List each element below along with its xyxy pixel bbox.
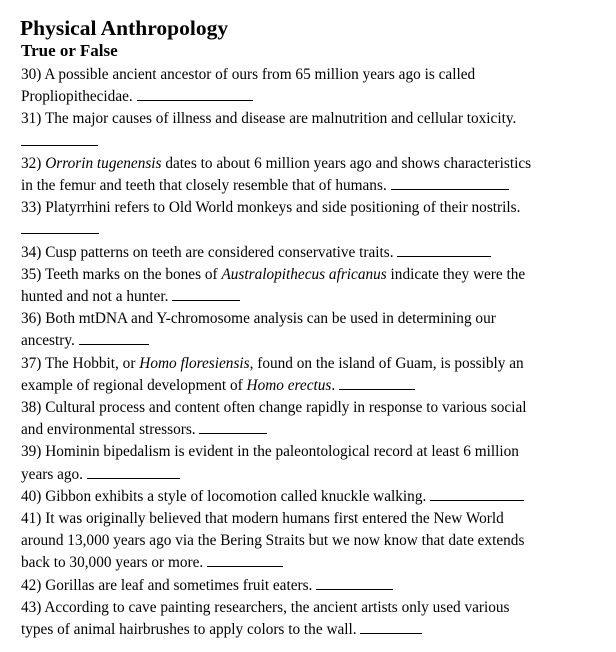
question-text: 33) Platyrrhini refers to Old World monkeys and side positioning of their nostrils. bbox=[21, 199, 521, 217]
question-line bbox=[21, 619, 611, 641]
question-line bbox=[21, 575, 611, 597]
question-text: types of animal hairbrushes to apply colors to the wall. bbox=[21, 621, 361, 639]
question-line bbox=[21, 353, 611, 375]
question-text: 35) Teeth marks on the bones of bbox=[21, 265, 222, 283]
answer-blank[interactable] bbox=[391, 175, 509, 190]
question-line bbox=[21, 86, 611, 108]
question-text: . bbox=[331, 376, 340, 394]
question-text: dates to about 6 million years ago and shows characteristics bbox=[161, 154, 532, 172]
question-33 bbox=[21, 197, 611, 241]
question-text: 40) Gibbon exhibits a style of locomotion called knuckle walking. bbox=[21, 487, 431, 505]
question-34 bbox=[21, 242, 611, 264]
question-text: , found on the island of Guam, is possibly an bbox=[249, 354, 524, 372]
question-37 bbox=[21, 353, 611, 397]
question-line bbox=[21, 397, 611, 419]
answer-blank[interactable] bbox=[172, 286, 240, 301]
question-text: 31) The major causes of illness and disease are malnutrition and cellular toxicity. bbox=[21, 110, 517, 128]
question-line bbox=[21, 530, 611, 552]
question-line bbox=[21, 330, 611, 352]
question-41 bbox=[21, 508, 611, 575]
species-name: Homo floresiensis bbox=[139, 354, 250, 372]
answer-blank[interactable] bbox=[430, 486, 524, 501]
question-line bbox=[21, 264, 611, 286]
species-name: Orrorin tugenensis bbox=[45, 154, 162, 172]
question-line bbox=[21, 175, 611, 197]
question-text: 38) Cultural process and content often change rapidly in response to various social bbox=[21, 399, 527, 417]
question-line bbox=[21, 419, 611, 441]
question-text: 41) It was originally believed that modern humans first entered the New World bbox=[21, 510, 504, 528]
question-line bbox=[21, 441, 611, 463]
question-text: hunted and not a hunter. bbox=[21, 288, 173, 306]
answer-blank[interactable] bbox=[21, 131, 98, 146]
question-text: back to 30,000 years or more. bbox=[21, 554, 208, 572]
question-list bbox=[21, 64, 611, 641]
question-38 bbox=[21, 397, 611, 441]
question-line bbox=[21, 486, 611, 508]
question-line bbox=[21, 286, 611, 308]
question-text: 30) A possible ancient ancestor of ours from 65 million years ago is called bbox=[21, 66, 476, 83]
question-text: example of regional development of bbox=[21, 376, 247, 394]
question-line bbox=[21, 464, 611, 486]
question-line bbox=[21, 508, 611, 530]
question-30 bbox=[21, 64, 611, 108]
species-name: Homo erectus bbox=[246, 376, 332, 394]
answer-blank[interactable] bbox=[316, 575, 393, 590]
question-40 bbox=[21, 486, 611, 508]
answer-blank[interactable] bbox=[79, 330, 149, 345]
question-text: 36) Both mtDNA and Y-chromosome analysis can be used in determining our bbox=[21, 310, 496, 328]
question-text: ancestry. bbox=[21, 332, 79, 350]
answer-blank[interactable] bbox=[137, 86, 253, 101]
question-text: 34) Cusp patterns on teeth are considered conservative traits. bbox=[21, 243, 398, 261]
answer-blank[interactable] bbox=[207, 552, 283, 567]
question-text: Propliopithecidae. bbox=[21, 88, 137, 106]
question-text: years ago. bbox=[21, 465, 87, 483]
question-text: 42) Gorillas are leaf and sometimes fruit eaters. bbox=[21, 576, 317, 594]
question-line bbox=[21, 597, 611, 619]
question-line bbox=[21, 552, 611, 574]
question-line bbox=[21, 131, 611, 153]
answer-blank[interactable] bbox=[21, 219, 99, 234]
answer-blank[interactable] bbox=[339, 375, 415, 390]
question-36 bbox=[21, 308, 611, 352]
question-text: 43) According to cave painting researchers, the ancient artists only used various bbox=[21, 598, 510, 616]
species-name: Australopithecus africanus bbox=[221, 265, 387, 283]
answer-blank[interactable] bbox=[87, 464, 180, 479]
question-line bbox=[21, 242, 611, 264]
question-line bbox=[21, 197, 611, 219]
question-line bbox=[21, 375, 611, 397]
question-line bbox=[21, 108, 611, 130]
question-31 bbox=[21, 108, 611, 152]
question-text: 39) Hominin bipedalism is evident in the paleontological record at least 6 million bbox=[21, 443, 519, 461]
section-heading: True or False bbox=[21, 41, 118, 60]
question-text: in the femur and teeth that closely resemble that of humans. bbox=[21, 177, 391, 195]
question-text: 37) The Hobbit, or bbox=[21, 354, 140, 372]
document-title: Physical Anthropology bbox=[20, 16, 229, 40]
answer-blank[interactable] bbox=[199, 419, 267, 434]
question-32 bbox=[21, 153, 611, 197]
answer-blank[interactable] bbox=[360, 619, 422, 634]
question-line bbox=[21, 308, 611, 330]
question-line bbox=[21, 153, 611, 175]
question-42 bbox=[21, 575, 611, 597]
question-text: around 13,000 years ago via the Bering Straits but we now know that date extends bbox=[21, 532, 525, 550]
question-43 bbox=[21, 597, 611, 641]
question-text: and environmental stressors. bbox=[21, 421, 200, 439]
question-line bbox=[21, 219, 611, 241]
question-39 bbox=[21, 441, 611, 485]
question-text: 32) bbox=[21, 154, 46, 172]
question-line bbox=[21, 64, 611, 86]
question-text: indicate they were the bbox=[386, 265, 526, 283]
answer-blank[interactable] bbox=[397, 242, 491, 257]
question-35 bbox=[21, 264, 611, 308]
